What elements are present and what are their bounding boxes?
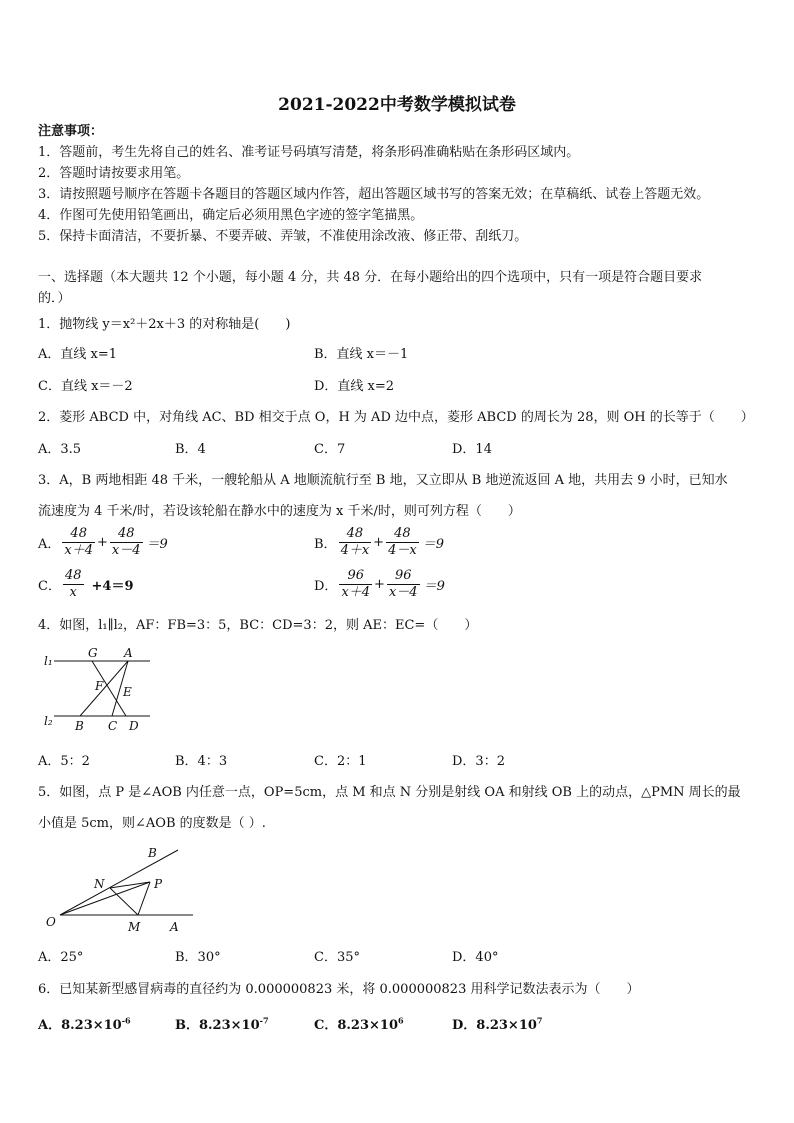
q1-option-b: B．直线 x＝－1 <box>314 347 409 362</box>
q4-figure <box>38 643 158 735</box>
label-l2: l₂ <box>44 714 53 728</box>
q5-option-b: B．30° <box>175 950 221 965</box>
q6-option-b: B．$8.23\times 10^{-7}$ <box>175 1015 269 1033</box>
label-a: A <box>170 920 179 934</box>
q4-stem: 4．如图，l₁∥l₂，AF：FB=3：5，BC：CD=3：2，则 AE：EC=（ ） <box>38 618 478 633</box>
fraction: $\frac{48}{4+x}$ <box>340 526 370 558</box>
page-title: 2021-2022中考数学模拟试卷 <box>278 95 516 115</box>
label-g: G <box>88 646 98 660</box>
fraction: $\frac{48}{4-x}$ <box>388 526 417 558</box>
q3-option-d: D． $\frac{96}{x+4}$ + $\frac{96}{x-4}$ ＝9 <box>314 568 445 600</box>
q5-option-a: A．25° <box>38 950 84 965</box>
section-heading: 一、选择题（本大题共 12 个小题，每小题 4 分，共 48 分．在每小题给出的四个选项中，只有一项是符合题目要求 <box>38 270 703 285</box>
segment-np <box>110 882 150 888</box>
segment-pm <box>138 882 150 915</box>
label-p: P <box>154 877 163 891</box>
q1-option-a: A．直线 x=1 <box>38 347 118 362</box>
q2-option-c: C．7 <box>314 442 346 457</box>
q2-option-a: A．3.5 <box>38 442 82 457</box>
q3-option-a: A． $\frac{48}{x+4}$ + $\frac{48}{x-4}$ ＝9 <box>38 526 168 558</box>
label-e: E <box>123 685 132 699</box>
fraction: $\frac{48}{x}$ <box>64 568 82 600</box>
notice-item: 1．答题前，考生先将自己的姓名、准考证号码填写清楚，将条形码准确粘贴在条形码区域内。 <box>38 145 580 160</box>
option-label: D． <box>314 579 338 594</box>
label-a: A <box>124 646 133 660</box>
q4-option-a: A．5：2 <box>38 754 90 769</box>
q1-option-d: D．直线 x=2 <box>314 379 395 394</box>
q6-option-d: D．$8.23\times 10^7$ <box>452 1015 543 1033</box>
option-label: A． <box>38 537 61 552</box>
q6-stem: 6．已知某新型感冒病毒的直径约为 0.000000823 米，将 0.000000823 用科学记数法表示为（ ） <box>38 982 640 997</box>
option-label: C． <box>38 579 61 594</box>
q5-stem: 5．如图，点 P 是∠AOB 内任意一点，OP=5cm，点 M 和点 N 分别是射线 OA 和射线 OB 上的动点，△PMN 周长的最 <box>38 785 741 800</box>
label-d: D <box>129 719 139 733</box>
q6-option-c: C．$8.23\times 10^6$ <box>314 1015 404 1033</box>
notice-item: 3．请按照题号顺序在答题卡各题目的答题区域内作答，超出答题区域书写的答案无效；在草稿纸、试卷上答题无效。 <box>38 187 710 202</box>
q5-stem-cont: 小值是 5cm，则∠AOB 的度数是（ ）. <box>38 816 266 831</box>
q5-option-d: D．40° <box>452 950 499 965</box>
q2-option-d: D．14 <box>452 442 492 457</box>
notice-item: 4．作图可先使用铅笔画出，确定后必须用黑色字迹的签字笔描黑。 <box>38 208 424 223</box>
notice-item: 2．答题时请按要求用笔。 <box>38 166 190 181</box>
notice-item: 5．保持卡面清洁，不要折暴、不要弄破、弄皱，不准使用涂改液、修正带、刮纸刀。 <box>38 229 528 244</box>
label-f: F <box>95 679 104 693</box>
option-label: B． <box>314 537 337 552</box>
fraction: $\frac{48}{x+4}$ <box>64 526 93 558</box>
q3-stem-cont: 流速度为 4 千米/时，若设该轮船在静水中的速度为 x 千米/时，则可列方程（ ） <box>38 504 521 519</box>
label-l1: l₁ <box>44 654 53 668</box>
label-m: M <box>128 920 141 934</box>
label-b: B <box>75 719 84 733</box>
label-o: O <box>46 915 56 929</box>
label-b: B <box>148 846 157 860</box>
section-heading-cont: 的．） <box>38 291 71 306</box>
fraction: $\frac{48}{x-4}$ <box>111 526 141 558</box>
q1-option-c: C．直线 x＝－2 <box>38 379 133 394</box>
q5-figure <box>38 840 203 938</box>
q4-option-c: C．2：1 <box>314 754 367 769</box>
q1-stem: 1．抛物线 y＝x²＋2x＋3 的对称轴是( ) <box>38 317 291 332</box>
label-n: N <box>94 877 105 891</box>
q3-option-b: B． $\frac{48}{4+x}$ + $\frac{48}{4-x}$ ＝9 <box>314 526 444 558</box>
q3-option-c: C． $\frac{48}{x}$ +4＝9 <box>38 568 134 600</box>
q6-option-a: A．$8.23\times 10^{-6}$ <box>38 1015 131 1033</box>
q3-stem: 3．A，B 两地相距 48 千米，一艘轮船从 A 地顺流航行至 B 地，又立即从 B 地逆流返回 A 地，共用去 9 小时，已知水 <box>38 473 728 488</box>
q4-option-d: D．3：2 <box>452 754 505 769</box>
fraction: $\frac{96}{x+4}$ <box>341 568 371 600</box>
label-c: C <box>108 719 118 733</box>
notice-heading: 注意事项： <box>38 124 104 139</box>
q4-option-b: B．4：3 <box>175 754 228 769</box>
q5-option-c: C．35° <box>314 950 360 965</box>
q2-option-b: B．4 <box>175 442 206 457</box>
fraction: $\frac{96}{x-4}$ <box>388 568 418 600</box>
q2-stem: 2．菱形 ABCD 中，对角线 AC、BD 相交于点 O，H 为 AD 边中点，菱形 ABCD 的周长为 28，则 OH 的长等于（ ） <box>38 410 754 425</box>
segment-op <box>60 882 150 915</box>
